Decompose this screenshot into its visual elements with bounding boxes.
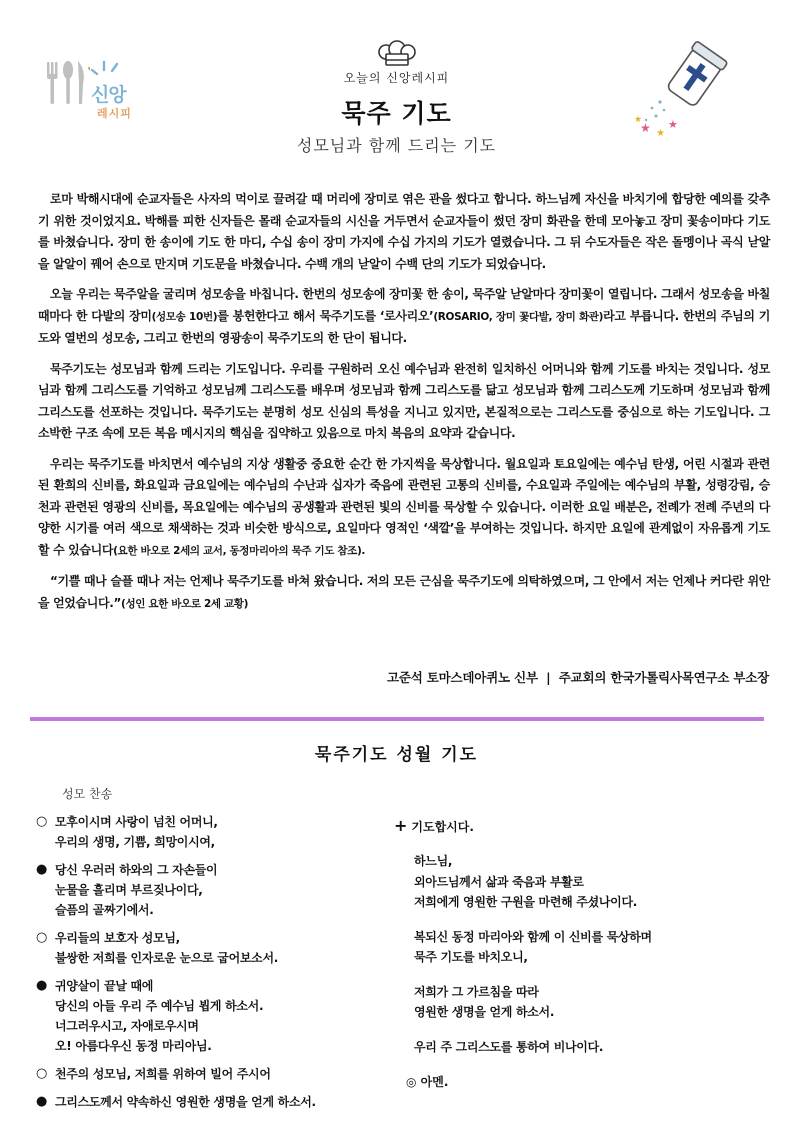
closing-prayer — [394, 816, 754, 1090]
chef-hat-icon — [360, 40, 434, 70]
article-paragraph-2 — [38, 284, 770, 350]
p2-note-b: (ROSARIO, 장미 꽃다발, 장미 화관) — [433, 310, 604, 323]
section-divider — [30, 717, 764, 721]
filled-circle-icon: ● — [36, 978, 48, 993]
verse — [36, 976, 396, 1056]
prayer-line: 우리 주 그리스도를 통하여 비나이다. — [414, 1039, 604, 1054]
verse-line: 그리스도께서 약속하신 영원한 생명을 얻게 하소서. — [55, 1095, 316, 1109]
article-paragraph-4 — [38, 454, 770, 563]
author-credit: 고준석 토마스데아퀴노 신부 | 주교회의 한국가톨릭사목연구소 부소장 — [387, 670, 769, 685]
verse-line: 우리의 생명, 기쁨, 희망이시여, — [55, 835, 215, 849]
verse-line: 불쌍한 저희를 인자로운 눈으로 굽어보소서. — [55, 951, 279, 965]
p4-text: 우리는 묵주기도를 바치면서 예수님의 지상 생활중 중요한 순간 한 가지씩을 묵상합니다. 월요일과 토요일에는 예수님 탄생, 어린 시절과 관련된 환희의 신비를, 화요일과 금요일에는 예수님의 수난과 십자가 죽음에 관련된 고통의 신비를, 수요일과 주일에는 예수님의 부활, 성령강림, 승천과 관련된 영광의 신비를, 목요일에는 예수님의 공생활과 관련된 빛의 신비를 묵상할 수 있습니다. 이러한 요일 배분은, 전례가 전례 주년의 다양한 시기를 여러 색으로 채색하는 것과 비슷한 방식으로, 요일마다 영적인 ‘색깔’을 부여하는 것입니다. 하지만 요일에 관계없이 자유롭게 기도할 수 있습니다 — [38, 456, 770, 557]
prayer-block — [394, 982, 754, 1023]
prayer-line: 저희가 그 가르침을 따라 — [414, 984, 539, 999]
cross-icon: + — [394, 816, 408, 835]
prayer-block — [394, 927, 754, 968]
verse-line: 슬픔의 골짜기에서. — [55, 903, 154, 917]
prayer-line: 외아드님께서 삶과 죽음과 부활로 — [414, 874, 584, 889]
series-title: 오늘의 신앙레시피 — [343, 71, 450, 85]
article-body — [38, 189, 770, 624]
verse-line: 당신 우러러 하와의 그 자손들이 — [55, 863, 218, 877]
p2-note-a: (성모송 10번) — [151, 310, 218, 323]
verse-line: 당신의 아들 우리 주 예수님 뵙게 하소서. — [55, 999, 264, 1013]
shaker-icon — [630, 40, 740, 140]
prayer-line: 복되신 동정 마리아와 함께 이 신비를 묵상하며 — [414, 929, 652, 944]
brand-main-text: 신앙 — [91, 84, 126, 106]
page-subtitle: 성모님과 함께 드리는 기도 — [296, 136, 497, 155]
verse — [36, 928, 396, 968]
page-title: 묵주 기도 — [341, 99, 452, 128]
open-circle-icon: ○ — [36, 930, 48, 945]
p4-note: (요한 바오로 2세의 교서, 동정마리아의 묵주 기도 참조). — [113, 544, 366, 557]
article-paragraph-5 — [38, 571, 770, 615]
p2-text-c: 라고 부릅니다. 한번의 주님의 기도와 열번의 성모송, 그리고 한번의 영광송이 묵주기도의 한 단이 됩니다. — [38, 308, 770, 345]
prayer-block — [394, 851, 754, 913]
verse — [36, 860, 396, 920]
hymn-verses — [36, 812, 396, 1120]
svg-text:★: ★ — [640, 121, 651, 135]
verse-line: 귀양살이 끝날 때에 — [55, 979, 154, 993]
verse — [36, 1064, 396, 1084]
verse-line: 천주의 성모님, 저희를 위하여 빌어 주시어 — [55, 1067, 271, 1081]
prayer-line: 저희에게 영원한 구원을 마련해 주셨나이다. — [414, 895, 638, 909]
filled-circle-icon: ● — [36, 1094, 48, 1109]
prayer-block — [394, 1037, 754, 1058]
open-circle-icon: ○ — [36, 814, 48, 829]
amen-line — [394, 1073, 754, 1090]
amen-text: 아멘. — [420, 1075, 449, 1089]
prayer-line: 영원한 생명을 얻게 하소서. — [414, 1005, 555, 1019]
p2-text-b: 를 봉헌한다고 해서 묵주기도를 ‘로사리오’ — [217, 308, 434, 323]
verse — [36, 812, 396, 852]
prayer-title: 묵주기도 성월 기도 — [314, 745, 479, 765]
verse-line: 오! 아름다우신 동정 마리아님. — [55, 1039, 212, 1053]
verse — [36, 1092, 396, 1112]
verse-line: 너그러우시고, 자애로우시며 — [55, 1019, 199, 1033]
open-circle-icon: ○ — [36, 1066, 48, 1081]
article-paragraph-1: 로마 박해시대에 순교자들은 사자의 먹이로 끌려갈 때 머리에 장미로 엮은 관을 썼다고 합니다. 하느님께 자신을 바치기에 합당한 예의를 갖추기 위한 것이었지요. 박해를 피한 신자들은 몰래 순교자들의 시신을 거두면서 순교자들이 썼던 장미 화관을 한데 모아놓고 장미 꽃송이마다 기도를 바쳤습니다. 장미 한 송이에 기도 한 마디, 수십 송이 장미 가지에 수십 가지의 기도가 열렸습니다. 그 뒤 수도자들은 작은 돌멩이나 곡식 낟알을 알알이 꿰어 손으로 만지며 기도문을 바쳤습니다. 수백 개의 낟알이 수백 단의 기도가 되었습니다. — [38, 192, 770, 271]
brand-sub-text: 레시피 — [97, 107, 132, 120]
hymn-label: 성모 찬송 — [62, 787, 113, 801]
article-paragraph-3: 묵주기도는 성모님과 함께 드리는 기도입니다. 우리를 구원하러 오신 예수님과 완전히 일치하신 어머니와 함께 기도를 바치는 것입니다. 성모님과 함께 그리스도를 기억하고 성모님께 그리스도를 배우며 성모님과 함께 그리스도를 닮고 성모님과 함께 그리스도께 기도하며 성모님과 함께 그리스도를 선포하는 것입니다. 묵주기도는 분명히 성모 신심의 특성을 지니고 있지만, 본질적으로는 그리스도를 중심으로 하는 기도입니다. 그 소박한 구조 속에 모든 복음 메시지의 핵심을 집약하고 있음으로 마치 복음의 요약과 같습니다. — [38, 361, 770, 440]
prayer-line: 묵주 기도를 바치오니, — [414, 950, 528, 964]
prayer-line: 하느님, — [414, 854, 453, 868]
verse-line: 모후이시며 사랑이 넘친 어머니, — [55, 815, 218, 829]
verse-line: 눈물을 흘리며 부르짖나이다, — [55, 883, 203, 897]
svg-text:★: ★ — [634, 115, 643, 125]
verse-line: 우리들의 보호자 성모님, — [55, 931, 180, 945]
let-us-pray-text: 기도합시다. — [411, 820, 474, 834]
svg-text:★: ★ — [656, 128, 665, 139]
p2-text-a: 오늘 우리는 묵주알을 굴리며 성모송을 바칩니다. 한번의 성모송에 장미꽃 한 송이, 묵주알 낟알마다 장미꽃이 열립니다. 그래서 성모송을 바칠 때마다 한 다발의 장미 — [38, 287, 770, 323]
p5-source: (성인 요한 바오로 2세 교황) — [121, 597, 249, 610]
let-us-pray-line — [394, 816, 754, 837]
svg-text:★: ★ — [668, 118, 678, 131]
filled-circle-icon: ● — [36, 862, 48, 877]
double-circle-icon: ◎ — [406, 1075, 417, 1089]
p5-quote: “기쁠 때나 슬플 때나 저는 언제나 묵주기도를 바쳐 왔습니다. 저의 모든 근심을 묵주기도에 의탁하였으며, 그 안에서 저는 언제나 커다란 위안을 얻었습니다.” — [38, 574, 770, 610]
